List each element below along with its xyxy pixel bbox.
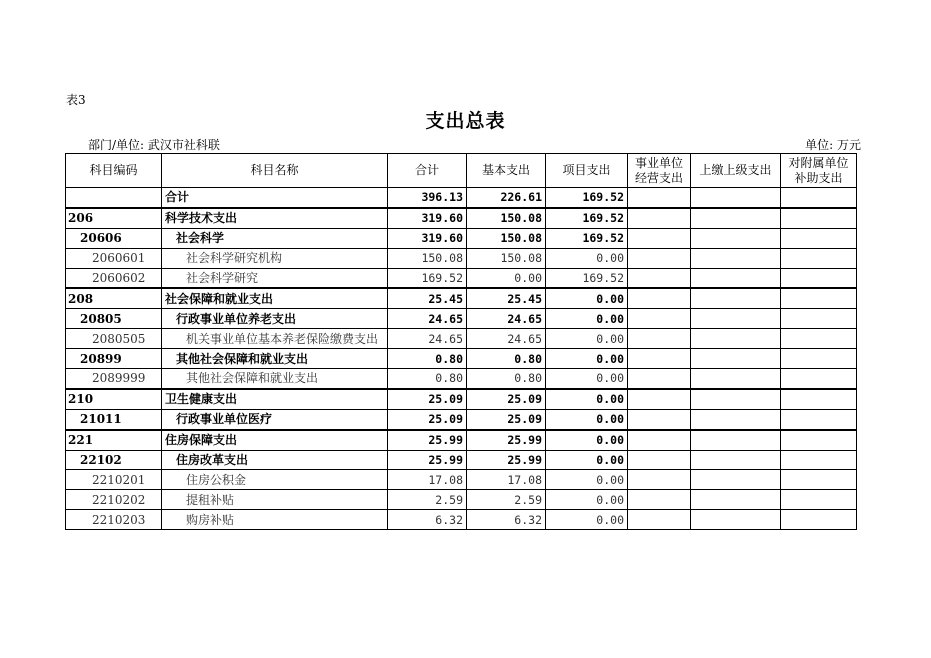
cell-basic: 25.09 (467, 409, 546, 429)
table-row (66, 490, 857, 510)
cell-code: 2060601 (66, 248, 162, 268)
department-label: 部门/单位: 武汉市社科联 (88, 138, 220, 152)
cell-subsidy (781, 409, 857, 429)
cell-total: 6.32 (388, 510, 467, 530)
cell-name: 行政事业单位养老支出 (162, 309, 388, 329)
cell-basic: 0.80 (467, 369, 546, 389)
cell-subsidy (781, 309, 857, 329)
cell-total: 25.45 (388, 288, 467, 308)
cell-basic: 0.80 (467, 349, 546, 369)
cell-business (628, 450, 691, 470)
cell-upper (691, 490, 781, 510)
cell-total: 0.80 (388, 349, 467, 369)
cell-name: 社会保障和就业支出 (162, 288, 388, 308)
table-row (66, 409, 857, 429)
cell-upper (691, 288, 781, 308)
cell-upper (691, 369, 781, 389)
cell-business (628, 409, 691, 429)
cell-basic: 25.99 (467, 430, 546, 450)
cell-name: 提租补贴 (162, 490, 388, 510)
cell-project: 0.00 (546, 430, 628, 450)
cell-business (628, 349, 691, 369)
cell-name: 机关事业单位基本养老保险缴费支出 (162, 329, 388, 349)
cell-basic: 25.99 (467, 450, 546, 470)
cell-code: 2089999 (66, 369, 162, 389)
cell-name: 购房补贴 (162, 510, 388, 530)
cell-basic: 2.59 (467, 490, 546, 510)
cell-business (628, 389, 691, 409)
cell-subsidy (781, 228, 857, 248)
cell-basic: 0.00 (467, 268, 546, 288)
cell-basic: 25.09 (467, 389, 546, 409)
page-title: 支出总表 (425, 110, 506, 132)
table-row (66, 389, 857, 409)
header-name: 科目名称 (162, 154, 388, 188)
cell-project: 0.00 (546, 288, 628, 308)
cell-business (628, 228, 691, 248)
header-subsidy-line1: 对附属单位 (788, 155, 849, 170)
header-business-line1: 事业单位 (634, 155, 683, 170)
cell-name: 社会科学研究 (162, 268, 388, 288)
cell-business (628, 309, 691, 329)
header-subsidy-line2: 补助支出 (794, 170, 843, 185)
cell-business (628, 369, 691, 389)
cell-upper (691, 450, 781, 470)
cell-subsidy (781, 208, 857, 228)
cell-project: 0.00 (546, 248, 628, 268)
cell-upper (691, 268, 781, 288)
cell-basic: 24.65 (467, 309, 546, 329)
table-row (66, 248, 857, 268)
cell-basic: 6.32 (467, 510, 546, 530)
cell-code: 2210203 (66, 510, 162, 530)
cell-subsidy (781, 329, 857, 349)
cell-basic: 150.08 (467, 248, 546, 268)
cell-upper (691, 228, 781, 248)
table-row (66, 470, 857, 490)
cell-project: 0.00 (546, 309, 628, 329)
table-row (66, 450, 857, 470)
cell-project: 169.52 (546, 208, 628, 228)
cell-project: 0.00 (546, 369, 628, 389)
cell-total: 25.09 (388, 389, 467, 409)
header-upper: 上缴上级支出 (691, 154, 781, 188)
cell-subsidy (781, 349, 857, 369)
cell-name: 卫生健康支出 (162, 389, 388, 409)
table-row (66, 309, 857, 329)
cell-basic: 25.45 (467, 288, 546, 308)
table-row (66, 288, 857, 308)
table-row (66, 510, 857, 530)
cell-upper (691, 349, 781, 369)
cell-project: 0.00 (546, 450, 628, 470)
cell-project: 0.00 (546, 490, 628, 510)
table-row (66, 369, 857, 389)
cell-code (66, 188, 162, 208)
cell-total: 150.08 (388, 248, 467, 268)
cell-basic: 226.61 (467, 188, 546, 208)
cell-code: 21011 (66, 409, 162, 429)
cell-upper (691, 329, 781, 349)
cell-code: 22102 (66, 450, 162, 470)
cell-subsidy (781, 470, 857, 490)
cell-code: 221 (66, 430, 162, 450)
cell-upper (691, 430, 781, 450)
cell-code: 2080505 (66, 329, 162, 349)
cell-total: 17.08 (388, 470, 467, 490)
header-subsidy (781, 154, 857, 188)
table-row (66, 208, 857, 228)
header-business-line2: 经营支出 (634, 170, 683, 185)
cell-name: 社会科学 (162, 228, 388, 248)
cell-total: 24.65 (388, 329, 467, 349)
cell-code: 2210202 (66, 490, 162, 510)
header-business (628, 154, 691, 188)
cell-code: 2210201 (66, 470, 162, 490)
table-row (66, 268, 857, 288)
cell-name: 科学技术支出 (162, 208, 388, 228)
cell-name: 合计 (162, 188, 388, 208)
cell-code: 20805 (66, 309, 162, 329)
cell-total: 0.80 (388, 369, 467, 389)
cell-total: 25.99 (388, 450, 467, 470)
cell-project: 0.00 (546, 409, 628, 429)
cell-code: 20606 (66, 228, 162, 248)
cell-upper (691, 248, 781, 268)
cell-project: 0.00 (546, 470, 628, 490)
cell-subsidy (781, 369, 857, 389)
cell-upper (691, 470, 781, 490)
table-number: 表3 (66, 93, 86, 107)
cell-business (628, 188, 691, 208)
table-body (66, 188, 857, 530)
cell-business (628, 329, 691, 349)
cell-basic: 24.65 (467, 329, 546, 349)
cell-total: 24.65 (388, 309, 467, 329)
cell-project: 0.00 (546, 329, 628, 349)
cell-code: 208 (66, 288, 162, 308)
cell-name: 住房公积金 (162, 470, 388, 490)
cell-upper (691, 409, 781, 429)
cell-upper (691, 188, 781, 208)
cell-name: 住房保障支出 (162, 430, 388, 450)
cell-name: 社会科学研究机构 (162, 248, 388, 268)
cell-project: 169.52 (546, 268, 628, 288)
cell-name: 其他社会保障和就业支出 (162, 349, 388, 369)
header-basic: 基本支出 (467, 154, 546, 188)
expenditure-table (65, 153, 857, 530)
table-row (66, 349, 857, 369)
header-project: 项目支出 (546, 154, 628, 188)
cell-subsidy (781, 188, 857, 208)
cell-business (628, 470, 691, 490)
cell-upper (691, 510, 781, 530)
cell-upper (691, 309, 781, 329)
cell-name: 行政事业单位医疗 (162, 409, 388, 429)
cell-subsidy (781, 450, 857, 470)
cell-subsidy (781, 389, 857, 409)
cell-project: 169.52 (546, 228, 628, 248)
cell-subsidy (781, 510, 857, 530)
cell-basic: 17.08 (467, 470, 546, 490)
cell-total: 319.60 (388, 228, 467, 248)
cell-business (628, 268, 691, 288)
table-row (66, 430, 857, 450)
cell-code: 206 (66, 208, 162, 228)
cell-total: 396.13 (388, 188, 467, 208)
cell-subsidy (781, 490, 857, 510)
unit-label: 单位: 万元 (805, 138, 861, 152)
cell-subsidy (781, 268, 857, 288)
header-row (66, 154, 857, 188)
table-row (66, 228, 857, 248)
cell-name: 其他社会保障和就业支出 (162, 369, 388, 389)
cell-total: 25.99 (388, 430, 467, 450)
cell-project: 0.00 (546, 510, 628, 530)
cell-name: 住房改革支出 (162, 450, 388, 470)
cell-code: 210 (66, 389, 162, 409)
header-total: 合计 (388, 154, 467, 188)
cell-upper (691, 389, 781, 409)
cell-business (628, 430, 691, 450)
cell-total: 2.59 (388, 490, 467, 510)
cell-project: 169.52 (546, 188, 628, 208)
cell-subsidy (781, 288, 857, 308)
table-row (66, 188, 857, 208)
cell-upper (691, 208, 781, 228)
cell-total: 319.60 (388, 208, 467, 228)
cell-business (628, 248, 691, 268)
cell-code: 20899 (66, 349, 162, 369)
cell-business (628, 490, 691, 510)
cell-basic: 150.08 (467, 228, 546, 248)
cell-business (628, 510, 691, 530)
table-row (66, 329, 857, 349)
cell-total: 169.52 (388, 268, 467, 288)
cell-project: 0.00 (546, 389, 628, 409)
cell-subsidy (781, 248, 857, 268)
cell-project: 0.00 (546, 349, 628, 369)
cell-basic: 150.08 (467, 208, 546, 228)
cell-business (628, 288, 691, 308)
header-code: 科目编码 (66, 154, 162, 188)
cell-total: 25.09 (388, 409, 467, 429)
cell-code: 2060602 (66, 268, 162, 288)
cell-business (628, 208, 691, 228)
cell-subsidy (781, 430, 857, 450)
